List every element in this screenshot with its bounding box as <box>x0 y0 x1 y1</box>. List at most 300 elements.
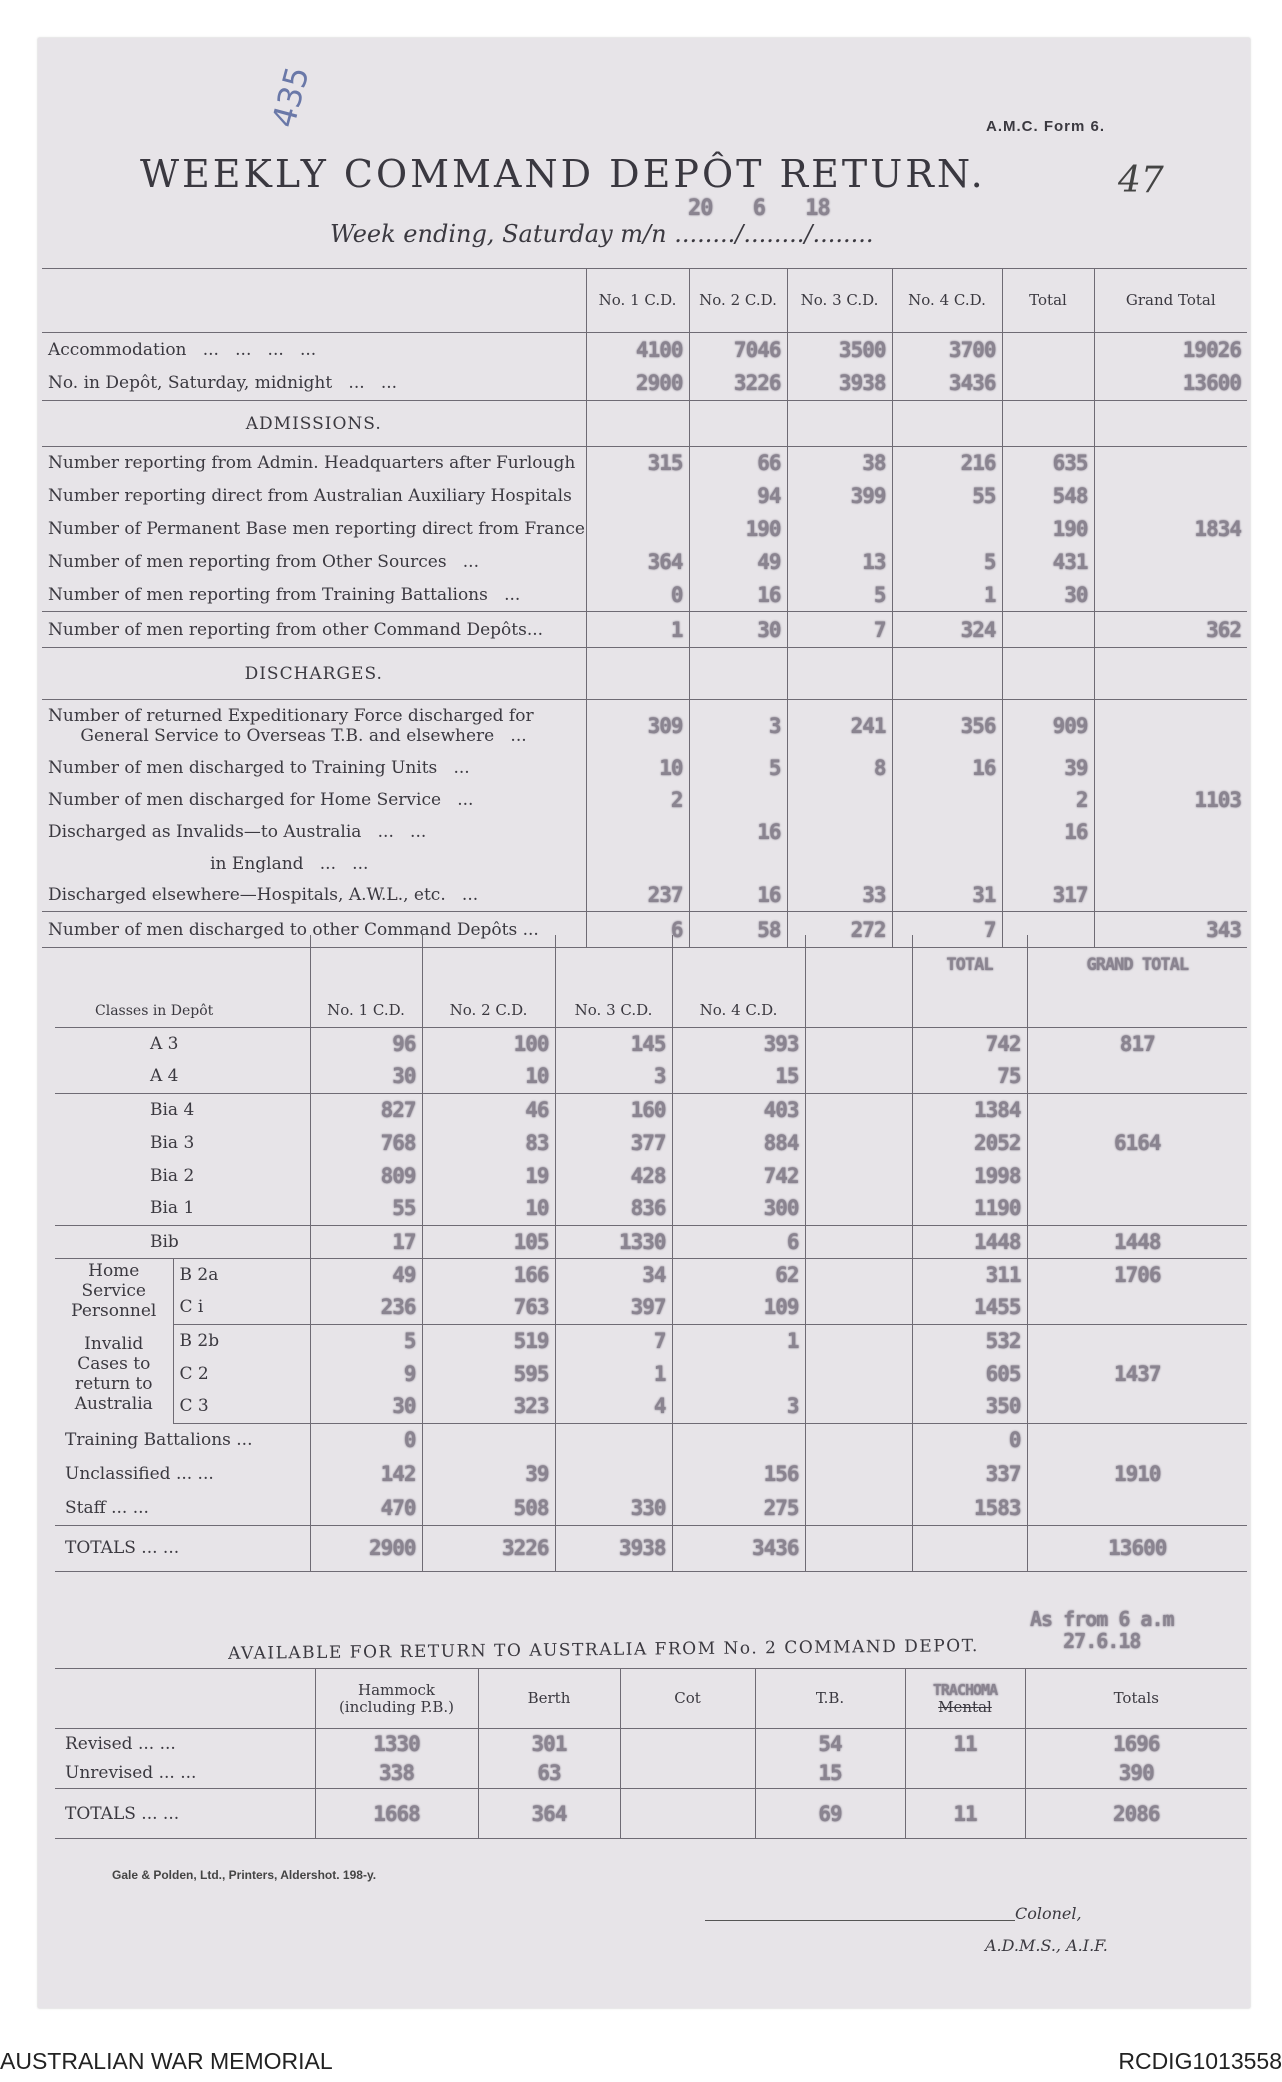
stamped-value: 34 <box>555 1258 672 1291</box>
stamped-value: 519 <box>422 1324 555 1357</box>
form-number: A.M.C. Form 6. <box>986 118 1106 135</box>
stamped-value <box>805 1159 912 1192</box>
stamped-value: 31 <box>892 880 1002 912</box>
stamped-value: 3226 <box>689 367 787 401</box>
column-header: No. 1 C.D. <box>586 269 689 333</box>
stamped-value: 1384 <box>912 1093 1027 1126</box>
row-label: Number of men reporting from Other Sources ... <box>48 552 479 572</box>
stamped-value <box>1027 1491 1247 1525</box>
stamped-value: 69 <box>755 1789 905 1839</box>
column-header: Berth <box>478 1669 620 1729</box>
stamped-value <box>805 1027 912 1060</box>
column-header: No. 3 C.D. <box>555 935 672 1027</box>
stamped-value: 1190 <box>912 1192 1027 1225</box>
stamped-value: 96 <box>310 1027 422 1060</box>
table-row <box>55 1027 1247 1060</box>
stamped-value: 9 <box>310 1357 422 1390</box>
stamped-value: 324 <box>892 612 1002 648</box>
class-label: Unclassified ... ... <box>65 1464 214 1484</box>
row-label: Revised ... ... <box>65 1733 176 1754</box>
column-header: Total <box>1002 269 1094 333</box>
week-label: Week ending, Saturday m/n <box>330 220 667 248</box>
caption-id: RCDIG1013558 <box>1118 2048 1282 2074</box>
stamped-value <box>1002 848 1094 880</box>
column-header-struck: Mental <box>938 1697 992 1716</box>
stamped-value: 2052 <box>912 1126 1027 1159</box>
stamped-value: 377 <box>555 1126 672 1159</box>
stamped-value: 1 <box>555 1357 672 1390</box>
available-return-table <box>55 1668 1247 1839</box>
stamped-value: 315 <box>586 447 689 480</box>
stamped-value: 190 <box>1002 513 1094 546</box>
stamped-value: 16 <box>892 752 1002 784</box>
stamped-value: 1330 <box>315 1729 478 1759</box>
row-label: Discharged as Invalids—to Australia ... ... <box>48 821 427 842</box>
empty-cell <box>689 401 787 447</box>
stamped-value <box>892 784 1002 816</box>
stamped-value: 39 <box>422 1457 555 1491</box>
table-row <box>42 848 1247 880</box>
table-row <box>42 447 1247 480</box>
stamped-value <box>805 1258 912 1291</box>
empty-cell <box>892 401 1002 447</box>
table-header-row <box>42 269 1247 333</box>
row-label: Number of men discharged to Training Units ... <box>48 757 470 778</box>
table-row <box>55 1159 1247 1192</box>
stamped-value <box>1094 816 1247 848</box>
table-row <box>55 1324 1247 1357</box>
row-label: TOTALS ... ... <box>55 1789 315 1839</box>
stamped-value: 364 <box>586 546 689 579</box>
table-row <box>55 1126 1247 1159</box>
stamped-value <box>555 1423 672 1457</box>
stamped-value: 431 <box>1002 546 1094 579</box>
stamped-value <box>787 513 892 546</box>
stamped-value: 8 <box>787 752 892 784</box>
class-label: B 2b <box>173 1324 310 1357</box>
stamped-value <box>805 1491 912 1525</box>
stamped-value: 4 <box>555 1390 672 1423</box>
table-row <box>55 1491 1247 1525</box>
empty-cell <box>586 648 689 700</box>
stamped-value: 3938 <box>787 367 892 401</box>
stamped-value: 827 <box>310 1093 422 1126</box>
stamped-value: 142 <box>310 1457 422 1491</box>
stamped-value <box>805 1093 912 1126</box>
stamped-value <box>805 1291 912 1324</box>
column-header: No. 1 C.D. <box>310 935 422 1027</box>
table-row <box>55 1093 1247 1126</box>
column-header: TOTAL <box>912 935 1027 1027</box>
stamped-value: 1998 <box>912 1159 1027 1192</box>
stamped-value: 16 <box>689 880 787 912</box>
row-label: Number of men reporting from other Command Depôts... <box>42 612 586 648</box>
empty-cell <box>1094 401 1247 447</box>
stamped-value <box>787 816 892 848</box>
stamped-value: 1 <box>892 579 1002 612</box>
stamped-value: 7 <box>555 1324 672 1357</box>
table-row <box>55 1258 1247 1291</box>
table-row <box>42 333 1247 367</box>
stamped-value <box>1002 367 1094 401</box>
caption-institution: AUSTRALIAN WAR MEMORIAL <box>0 2048 333 2074</box>
stamped-value: 13600 <box>1094 367 1247 401</box>
table-row <box>55 1759 1247 1789</box>
stamped-value: 1103 <box>1094 784 1247 816</box>
section-row <box>42 648 1247 700</box>
stamped-value: 30 <box>310 1060 422 1093</box>
stamped-value: 58 <box>689 912 787 948</box>
stamped-value: 6 <box>586 912 689 948</box>
stamped-value: 16 <box>689 579 787 612</box>
stamped-value <box>912 1525 1027 1571</box>
row-label: Number of Permanent Base men reporting direct from France <box>48 519 585 539</box>
stamped-value: 909 <box>1002 700 1094 752</box>
stamped-value: 275 <box>672 1491 805 1525</box>
class-label: TOTALS ... ... <box>55 1525 310 1571</box>
class-label: C 3 <box>173 1390 310 1423</box>
stamped-value: 2086 <box>1025 1789 1247 1839</box>
class-label: Bia 2 <box>150 1165 195 1186</box>
stamped-value <box>805 1390 912 1423</box>
table-row <box>42 816 1247 848</box>
stamped-value <box>805 1423 912 1457</box>
empty-cell <box>892 648 1002 700</box>
stamped-value: 3938 <box>555 1525 672 1571</box>
handwritten-reference: 435 <box>264 62 317 132</box>
stamped-value: 160 <box>555 1093 672 1126</box>
available-return-title: AVAILABLE FOR RETURN TO AUSTRALIA FROM No. 2 COMMAND DEPOT. <box>227 1636 980 1664</box>
stamped-value: 66 <box>689 447 787 480</box>
stamped-value: 6164 <box>1027 1126 1247 1159</box>
stamped-value: 46 <box>422 1093 555 1126</box>
table-row <box>42 513 1247 546</box>
stamped-value <box>1027 1192 1247 1225</box>
stamped-value <box>1094 579 1247 612</box>
stamped-value <box>905 1759 1025 1789</box>
stamped-value: 62 <box>672 1258 805 1291</box>
stamped-value: 403 <box>672 1093 805 1126</box>
stamped-value: 55 <box>310 1192 422 1225</box>
stamped-value: 364 <box>478 1789 620 1839</box>
row-label: Number of men reporting from Training Battalions ... <box>42 579 586 612</box>
class-label: C i <box>173 1291 310 1324</box>
stamped-value: 3 <box>689 700 787 752</box>
stamped-value: 742 <box>912 1027 1027 1060</box>
stamped-value: 5 <box>787 579 892 612</box>
stamped-value: 3226 <box>422 1525 555 1571</box>
stamped-value: 1668 <box>315 1789 478 1839</box>
stamped-value: 11 <box>905 1789 1025 1839</box>
stamped-value: 635 <box>1002 447 1094 480</box>
column-header: No. 4 C.D. <box>892 269 1002 333</box>
class-label: A 3 <box>150 1033 179 1054</box>
signature-title: Colonel, <box>1015 1904 1082 1923</box>
empty-cell <box>586 401 689 447</box>
stamped-value: 836 <box>555 1192 672 1225</box>
table-row <box>42 700 1247 752</box>
stamped-value <box>672 1423 805 1457</box>
stamped-value: 301 <box>478 1729 620 1759</box>
week-date-stamp <box>688 196 830 221</box>
stamped-value <box>1094 447 1247 480</box>
stamped-value: 2 <box>586 784 689 816</box>
stamped-value <box>1027 1291 1247 1324</box>
stamped-value: 3500 <box>787 333 892 367</box>
class-label: Bia 3 <box>150 1132 195 1153</box>
row-label: in England ... ... <box>48 853 369 874</box>
stamped-value <box>805 1126 912 1159</box>
stamped-value <box>805 1525 912 1571</box>
stamped-value: 399 <box>787 480 892 513</box>
stamped-value: 0 <box>586 579 689 612</box>
stamped-value: 11 <box>905 1729 1025 1759</box>
stamped-value: 1 <box>586 612 689 648</box>
table-row <box>42 784 1247 816</box>
stamped-value: 6 <box>672 1225 805 1258</box>
table-row <box>42 612 1247 648</box>
row-label: Number reporting from Admin. Headquarters after Furlough <box>48 453 576 474</box>
stamped-value: 7046 <box>689 333 787 367</box>
stamped-value: 3436 <box>672 1525 805 1571</box>
stamped-value <box>1027 1159 1247 1192</box>
table-row <box>55 1789 1247 1839</box>
page-title: WEEKLY COMMAND DEPÔT RETURN. <box>140 152 986 196</box>
stamped-value <box>1094 848 1247 880</box>
stamped-value: 30 <box>1002 579 1094 612</box>
stamped-value <box>1027 1093 1247 1126</box>
stamped-value: 100 <box>422 1027 555 1060</box>
stamped-value <box>1002 612 1094 648</box>
stamped-value: 54 <box>755 1729 905 1759</box>
stamped-value: 309 <box>586 700 689 752</box>
empty-cell <box>1002 401 1094 447</box>
stamped-value: 15 <box>755 1759 905 1789</box>
column-header: T.B. <box>755 1669 905 1729</box>
table-row <box>55 1357 1247 1390</box>
stamped-value: 330 <box>555 1491 672 1525</box>
admissions-discharges-table <box>42 268 1247 948</box>
stamped-value: 343 <box>1094 912 1247 948</box>
week-day: 20 <box>688 196 713 221</box>
stamped-value: 4100 <box>586 333 689 367</box>
table-row <box>55 1525 1247 1571</box>
stamped-value: 356 <box>892 700 1002 752</box>
stamped-value: 337 <box>912 1457 1027 1491</box>
stamped-value: 595 <box>422 1357 555 1390</box>
stamped-value: 156 <box>672 1457 805 1491</box>
stamped-value: 38 <box>787 447 892 480</box>
stamped-value <box>1094 752 1247 784</box>
stamped-value: 236 <box>310 1291 422 1324</box>
stamped-value <box>620 1789 755 1839</box>
stamped-value <box>787 784 892 816</box>
stamped-value: 1696 <box>1025 1729 1247 1759</box>
table-row <box>55 1192 1247 1225</box>
row-label: Number reporting direct from Australian Auxiliary Hospitals <box>48 486 572 506</box>
row-label: Number of returned Expeditionary Force discharged for General Service to Overseas T.B. and elsewhere ... <box>48 705 534 746</box>
empty-cell <box>1002 648 1094 700</box>
stamped-value: 605 <box>912 1357 1027 1390</box>
stamped-value: 272 <box>787 912 892 948</box>
table-row <box>42 752 1247 784</box>
stamped-value: 109 <box>672 1291 805 1324</box>
stamped-value <box>586 513 689 546</box>
stamped-value: 532 <box>912 1324 1027 1357</box>
stamped-value: 397 <box>555 1291 672 1324</box>
stamped-value <box>805 1060 912 1093</box>
stamped-value <box>805 1357 912 1390</box>
column-header <box>905 1669 1025 1729</box>
stamped-value: 300 <box>672 1192 805 1225</box>
column-header <box>805 935 912 1027</box>
group-label: Home Service Personnel <box>55 1258 173 1324</box>
empty-cell <box>689 648 787 700</box>
stamped-value: 63 <box>478 1759 620 1789</box>
stamped-value: 30 <box>310 1390 422 1423</box>
table-row <box>55 1729 1247 1759</box>
column-header: Cot <box>620 1669 755 1729</box>
stamped-value <box>892 513 1002 546</box>
classes-header: Classes in Depôt <box>55 935 310 1027</box>
stamped-value <box>805 1225 912 1258</box>
stamped-value: 10 <box>422 1192 555 1225</box>
table-row <box>55 1060 1247 1093</box>
stamped-value <box>805 1192 912 1225</box>
stamped-value: 33 <box>787 880 892 912</box>
week-blanks: ......../......../........ <box>674 220 874 248</box>
signature-role: A.D.M.S., A.I.F. <box>985 1936 1108 1955</box>
row-label: Discharged elsewhere—Hospitals, A.W.L., etc. ... <box>42 880 586 912</box>
handwritten-page-number: 47 <box>1118 160 1164 201</box>
stamped-value: 428 <box>555 1159 672 1192</box>
stamped-value <box>555 1457 672 1491</box>
column-header: No. 4 C.D. <box>672 935 805 1027</box>
stamped-value: 508 <box>422 1491 555 1525</box>
stamped-value: 7 <box>892 912 1002 948</box>
stamped-value: 393 <box>672 1027 805 1060</box>
stamped-value <box>1094 880 1247 912</box>
stamped-value: 17 <box>310 1225 422 1258</box>
section-heading: DISCHARGES. <box>42 648 586 700</box>
classes-in-depot-table <box>55 935 1247 1572</box>
stamped-value: 362 <box>1094 612 1247 648</box>
stamped-value: 1448 <box>1027 1225 1247 1258</box>
table-row <box>42 546 1247 579</box>
table-row <box>42 367 1247 401</box>
class-label: Bia 1 <box>55 1192 310 1225</box>
stamped-value <box>586 816 689 848</box>
week-month: 6 <box>752 196 765 221</box>
stamped-value <box>1094 480 1247 513</box>
stamped-value: 13600 <box>1027 1525 1247 1571</box>
stamped-value: 3 <box>555 1060 672 1093</box>
stamped-value: 10 <box>422 1060 555 1093</box>
stamped-value: 338 <box>315 1759 478 1789</box>
stamped-value: 30 <box>689 612 787 648</box>
column-header: No. 2 C.D. <box>689 269 787 333</box>
stamped-value <box>1094 546 1247 579</box>
class-label: Bia 4 <box>150 1099 195 1120</box>
stamped-value: 15 <box>672 1060 805 1093</box>
table-row <box>55 1457 1247 1491</box>
stamped-value: 470 <box>310 1491 422 1525</box>
stamped-value <box>1027 1423 1247 1457</box>
stamped-value: 94 <box>689 480 787 513</box>
week-ending-label <box>330 220 873 248</box>
stamped-value: 1 <box>672 1324 805 1357</box>
stamped-value: 5 <box>892 546 1002 579</box>
section-heading: ADMISSIONS. <box>42 401 586 447</box>
table-row <box>55 1225 1247 1258</box>
table-row <box>55 1423 1247 1457</box>
table-row <box>42 480 1247 513</box>
column-header: No. 3 C.D. <box>787 269 892 333</box>
stamped-value <box>805 1457 912 1491</box>
printer-imprint: Gale & Polden, Ltd., Printers, Aldershot. 198-y. <box>112 1868 377 1882</box>
class-label: Staff ... ... <box>55 1491 310 1525</box>
stamped-value: 13 <box>787 546 892 579</box>
stamped-value: 19026 <box>1094 333 1247 367</box>
column-header: No. 2 C.D. <box>422 935 555 1027</box>
stamped-value: 311 <box>912 1258 1027 1291</box>
column-header: Hammock (including P.B.) <box>315 1669 478 1729</box>
group-label: Invalid Cases to return to Australia <box>55 1324 173 1423</box>
stamped-value <box>586 480 689 513</box>
week-year: 18 <box>805 196 830 221</box>
stamped-value <box>787 848 892 880</box>
stamped-value: 3700 <box>892 333 1002 367</box>
stamped-value: 884 <box>672 1126 805 1159</box>
stamped-value: 49 <box>310 1258 422 1291</box>
stamped-value: 0 <box>912 1423 1027 1457</box>
stamped-value: 1455 <box>912 1291 1027 1324</box>
stamped-value: 5 <box>310 1324 422 1357</box>
as-from-line: As from 6 a.m <box>1030 1607 1174 1631</box>
stamped-value <box>1094 700 1247 752</box>
stamped-value: 1437 <box>1027 1357 1247 1390</box>
stamped-value: 817 <box>1027 1027 1247 1060</box>
stamped-value <box>1027 1324 1247 1357</box>
column-header: Grand Total <box>1094 269 1247 333</box>
row-label: No. in Depôt, Saturday, midnight ... ... <box>42 367 586 401</box>
stamped-value: 1583 <box>912 1491 1027 1525</box>
class-label: Training Battalions ... <box>65 1430 253 1451</box>
stamped-value <box>1027 1390 1247 1423</box>
table-row <box>42 880 1247 912</box>
stamped-value <box>892 848 1002 880</box>
stamped-value: 2900 <box>586 367 689 401</box>
stamped-value: 166 <box>422 1258 555 1291</box>
class-label: B 2a <box>173 1258 310 1291</box>
stamped-value: 1834 <box>1094 513 1247 546</box>
stamped-value: 145 <box>555 1027 672 1060</box>
table-header-row <box>55 1669 1247 1729</box>
stamped-value: 49 <box>689 546 787 579</box>
empty-cell <box>1094 648 1247 700</box>
stamped-value: 190 <box>689 513 787 546</box>
stamped-value: 742 <box>672 1159 805 1192</box>
signature-line <box>705 1920 1015 1921</box>
stamped-value: 5 <box>689 752 787 784</box>
stamped-value: 75 <box>912 1060 1027 1093</box>
stamped-value: 768 <box>310 1126 422 1159</box>
stamped-value: 241 <box>787 700 892 752</box>
stamped-value: 16 <box>689 816 787 848</box>
row-label: Unrevised ... ... <box>55 1759 315 1789</box>
stamped-value: 2 <box>1002 784 1094 816</box>
column-header: Totals <box>1025 1669 1247 1729</box>
